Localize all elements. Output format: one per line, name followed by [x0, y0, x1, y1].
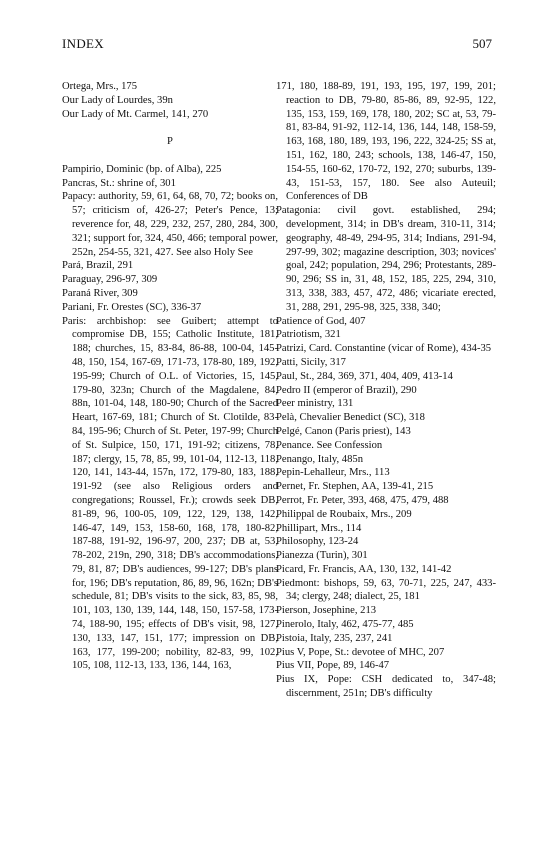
- index-entry: Patience of God, 407: [276, 315, 366, 327]
- index-entry: Perrot, Fr. Peter, 393, 468, 475, 479, 488: [276, 494, 449, 506]
- page-header: [62, 36, 492, 54]
- index-entry: Pianezza (Turin), 301: [276, 550, 368, 562]
- index-entry: Ortega, Mrs., 175: [62, 81, 138, 92]
- index-entry: Paul, St., 284, 369, 371, 404, 409, 413-14: [276, 370, 453, 382]
- index-entry: Pampirio, Dominic (bp. of Alba), 225: [62, 163, 222, 175]
- index-entry: Philippal de Roubaix, Mrs., 209: [276, 508, 412, 520]
- index-entry: Pistoia, Italy, 235, 237, 241: [276, 632, 393, 644]
- index-entry: Pernet, Fr. Stephen, AA, 139-41, 215: [276, 481, 434, 493]
- index-entry: Pepin-Lehalleur, Mrs., 113: [276, 467, 390, 479]
- index-entry: Our Lady of Mt. Carmel, 141, 270: [62, 108, 209, 120]
- index-column-left: [62, 80, 278, 673]
- index-entry: Pariani, Fr. Orestes (SC), 336-37: [62, 301, 202, 313]
- index-entry: Patagonia: civil govt. established, 294; development, 314; in DB's dream, 310-11, 314; geography, 48-49, 294-95, 314; Indians, 291-94, 297-99, 302; magazine description, 303; novices' goal, 242; population, 294, 296; Protestants, 289-90, 296; SS in, 31, 48, 152, 185, 225, 294, 310, 313, 338, 383, 457, 472, 486; vicariate erected, 31, 288, 291, 295-98, 325, 338, 340;: [276, 205, 496, 313]
- index-entry: Pancras, St.: shrine of, 301: [62, 177, 176, 189]
- index-entry: Pelà, Chevalier Benedict (SC), 318: [276, 412, 425, 424]
- running-title: INDEX: [62, 36, 104, 51]
- index-entry: Pierson, Josephine, 213: [276, 605, 377, 617]
- index-entry: 171, 180, 188-89, 191, 193, 195, 197, 199, 201; reaction to DB, 79-80, 85-86, 89, 92-95, 122, 135, 153, 159, 169, 178, 180, 202; SC at, 53, 79-81, 83-84, 91-92, 112-14, 136, 144, 148, 158-59, 163, 168, 180, 189, 193, 196, 222, 324-25; SS at, 151, 162, 180, 243; schools, 138, 146-47, 150, 154-55, 160-62, 170-72, 192, 270; suburbs, 139-43, 151-53, 157, 180. See also Auteuil; Conferences of DB: [276, 81, 496, 203]
- index-entry: Paris: archbishop: see Guibert; attempt to compromise DB, 155; Catholic Institute, 181, 188; churches, 15, 83-84, 86-88, 100-04, 145-48, 150, 154, 167-69, 171-73, 178-80, 189, 192, 195-99; Church of O.L. of Victories, 15, 145, 179-80, 323n; Church of the Magdalene, 84, 88n, 101-04, 148, 180-90; Church of the Sacred Heart, 167-69, 181; Church of St. Clotilde, 83-84, 195-96; Church of St. Peter, 197-99; Church of St. Sulpice, 150, 171, 191-92; citizens, 78, 187; clergy, 15, 78, 85, 99, 101-04, 112-13, 118, 120, 141, 143-44, 157n, 172, 179-80, 183, 188, 191-92 (see also Religious orders and congregations; Roussel, Fr.); crowds seek DB, 81-89, 96, 100-05, 109, 122, 129, 138, 142, 146-47, 149, 153, 158-60, 168, 178, 180-82, 187-88, 191-92, 196-97, 200, 237; DB at, 53, 78-202, 219n, 290, 318; DB's accommodations, 79, 81, 87; DB's audiences, 99-127; DB's plans for, 196; DB's reputation, 86, 89, 96, 162n; DB's schedule, 81; DB's visits to the sick, 83, 85, 98, 101, 103, 130, 139, 144, 148, 150, 157-58, 173-74, 188-90, 195; effects of DB's visit, 98, 127, 130, 133, 147, 151, 177; impression on DB, 163, 177, 199-200; nobility, 82-83, 99, 102, 105, 108, 112-13, 133, 136, 144, 163,: [62, 315, 278, 672]
- index-entry: Piedmont: bishops, 59, 63, 70-71, 225, 247, 433-34; clergy, 248; dialect, 25, 181: [276, 577, 496, 603]
- index-entry: Pinerolo, Italy, 462, 475-77, 485: [276, 619, 414, 631]
- index-entry: Penance. See Confession: [276, 439, 383, 451]
- page-number: 507: [472, 36, 492, 51]
- index-entry: Peer ministry, 131: [276, 398, 354, 410]
- index-column-right: [276, 80, 496, 701]
- index-entry: Pelgé, Canon (Paris priest), 143: [276, 425, 411, 437]
- section-letter: P: [167, 136, 173, 148]
- index-entry: Paraguay, 296-97, 309: [62, 274, 158, 286]
- index-entry: Papacy: authority, 59, 61, 64, 68, 70, 72; books on, 57; criticism of, 426-27; Peter's Pence, 13; reverence for, 48, 229, 232, 257, 280, 284, 300, 321; support for, 324, 450, 466; temporal power, 252n, 254-55, 321, 427. See also Holy See: [62, 191, 278, 258]
- index-entry: Pius V, Pope, St.: devotee of MHC, 207: [276, 646, 445, 658]
- index-entry: Patriotism, 321: [276, 329, 341, 341]
- index-entry: Paraná River, 309: [62, 287, 138, 299]
- index-entry: Philosophy, 123-24: [276, 536, 359, 548]
- index-entry: Phillipart, Mrs., 114: [276, 522, 362, 534]
- index-entry: Patti, Sicily, 317: [276, 356, 346, 368]
- index-entry: Penango, Italy, 485n: [276, 453, 363, 465]
- index-entry: Patrizi, Card. Constantine (vicar of Rome), 434-35: [276, 343, 492, 355]
- index-entry: Picard, Fr. Francis, AA, 130, 132, 141-42: [276, 563, 452, 575]
- index-entry: Pará, Brazil, 291: [62, 260, 134, 272]
- index-entry: Our Lady of Lourdes, 39n: [62, 94, 173, 106]
- index-entry: Pius IX, Pope: CSH dedicated to, 347-48; discernment, 251n; DB's difficulty: [276, 674, 496, 700]
- index-entry: Pedro II (emperor of Brazil), 290: [276, 384, 417, 396]
- index-entry: Pius VII, Pope, 89, 146-47: [276, 660, 390, 672]
